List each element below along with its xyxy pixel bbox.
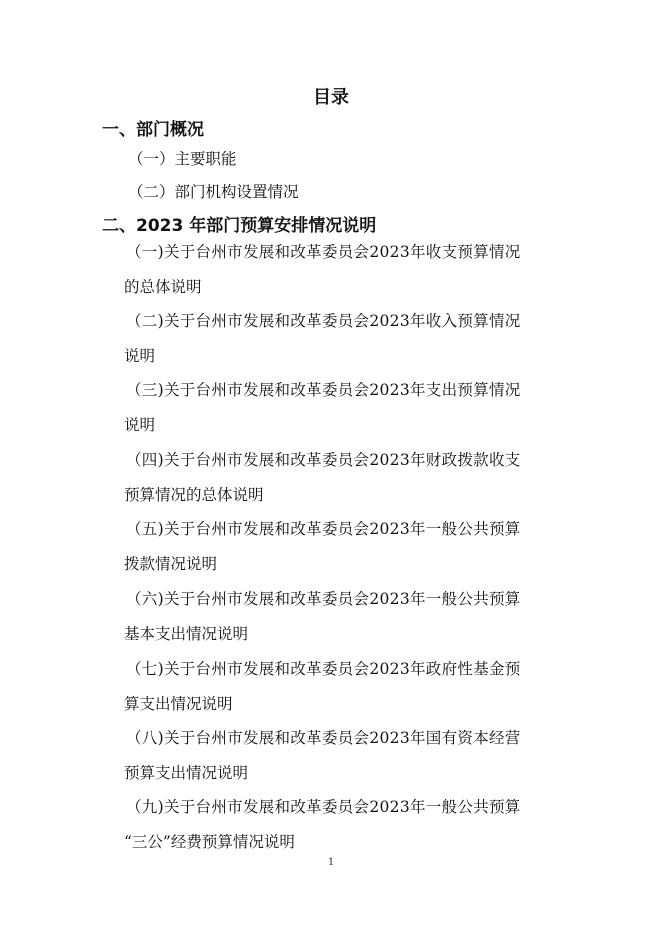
toc-entry-line1: （二)关于台州市发展和改革委员会2023年收入预算情况	[126, 312, 521, 330]
toc-entry-line2: 说明	[124, 347, 156, 365]
toc-entry-main-functions: （一）主要职能	[128, 150, 237, 168]
toc-entry-line2: 预算支出情况说明	[124, 764, 249, 782]
toc-entry-line2: 预算情况的总体说明	[124, 486, 264, 504]
toc-entry	[126, 512, 566, 582]
toc-entry	[126, 790, 566, 860]
toc-entry-line1: （四)关于台州市发展和改革委员会2023年财政拨款收支	[126, 451, 521, 469]
page-number: 1	[327, 857, 335, 868]
toc-entry-line2: 基本支出情况说明	[124, 625, 249, 643]
toc-entry-line2: 算支出情况说明	[124, 695, 233, 713]
toc-entry-line1: （一)关于台州市发展和改革委员会2023年收支预算情况	[126, 243, 521, 261]
toc-entry-line2: 拨款情况说明	[124, 555, 218, 573]
toc-entry-line1: （八)关于台州市发展和改革委员会2023年国有资本经营	[126, 729, 521, 747]
toc-entry	[126, 721, 566, 791]
toc-entry-line1: （三)关于台州市发展和改革委员会2023年支出预算情况	[126, 381, 521, 399]
toc-entry	[126, 652, 566, 722]
toc-entry-org-structure: （二）部门机构设置情况	[128, 183, 299, 201]
toc-entry-line2: “三公”经费预算情况说明	[124, 833, 295, 851]
toc-entry	[126, 373, 566, 443]
toc-entry-line1: （五)关于台州市发展和改革委员会2023年一般公共预算	[126, 520, 521, 538]
toc-entry-line1: （六)关于台州市发展和改革委员会2023年一般公共预算	[126, 590, 521, 608]
toc-entry-line2: 的总体说明	[124, 278, 202, 296]
section-heading-budget: 二、2023 年部门预算安排情况说明	[102, 216, 377, 236]
toc-entry-line2: 说明	[124, 416, 156, 434]
toc-entry	[126, 443, 566, 513]
toc-entry	[126, 235, 566, 305]
toc-entry-line1: （七)关于台州市发展和改革委员会2023年政府性基金预	[126, 660, 521, 678]
toc-entry	[126, 304, 566, 374]
section-heading-overview: 一、部门概况	[102, 120, 204, 140]
toc-entry	[126, 582, 566, 652]
page-title: 目录	[313, 87, 349, 108]
toc-entry-line1: （九)关于台州市发展和改革委员会2023年一般公共预算	[126, 798, 521, 816]
